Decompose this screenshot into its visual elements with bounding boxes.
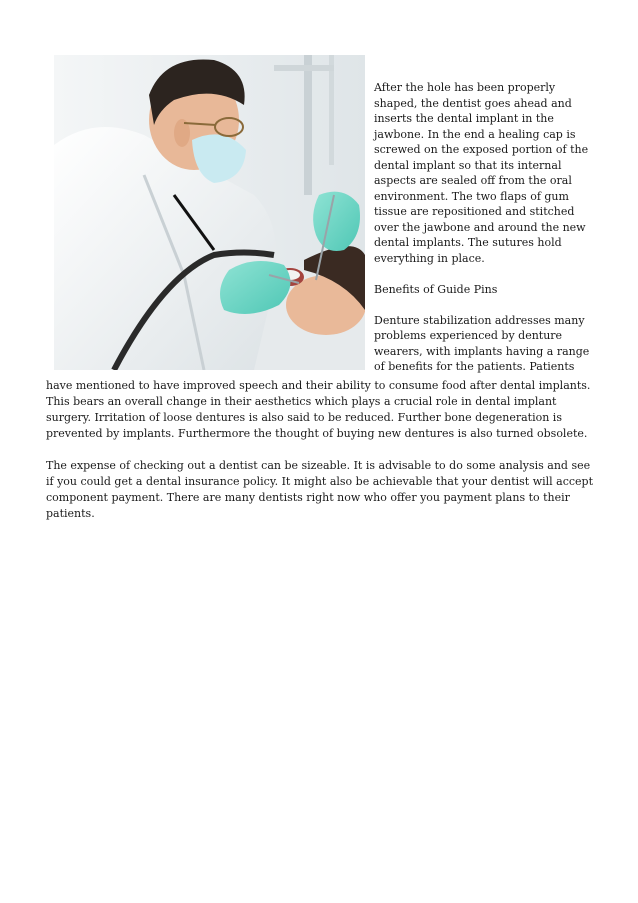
- section-heading: Benefits of Guide Pins: [374, 282, 498, 296]
- paragraph-benefits-start: Denture stabilization addresses many problems experienced by denture wearers, with implants having a range of benefits for the patients. Patients: [374, 313, 590, 373]
- paragraph-implant-procedure: After the hole has been properly shaped, the dentist goes ahead and inserts the dental implant in the jawbone. In the end a healing cap is screwed on the exposed portion of the dental implant so that its internal aspects are sealed off from the oral environment. The two flaps of gum tissue are repositioned and stitched over the jawbone and around the new dental implants. The sutures hold everything in place.: [374, 81, 589, 265]
- side-column-text: [374, 80, 596, 375]
- paragraph-benefits-end: have mentioned to have improved speech and their ability to consume food after dental implants. This bears an overall change in their aesthetics which plays a crucial role in dental implant surgery. Irritation of loose dentures is also said to be reduced. Further bone degeneration is prevented by implants. Furthermore the thought of buying new dentures is also turned obsolete.: [46, 379, 591, 440]
- full-width-text: [46, 378, 598, 538]
- dentist-patient-photo: [54, 55, 365, 370]
- paragraph-dentist-expense: The expense of checking out a dentist can be sizeable. It is advisable to do some analysis and see if you could get a dental insurance policy. It might also be achievable that your dentist will accept component payment. There are many dentists right now who offer you payment plans to their patients.: [46, 459, 594, 520]
